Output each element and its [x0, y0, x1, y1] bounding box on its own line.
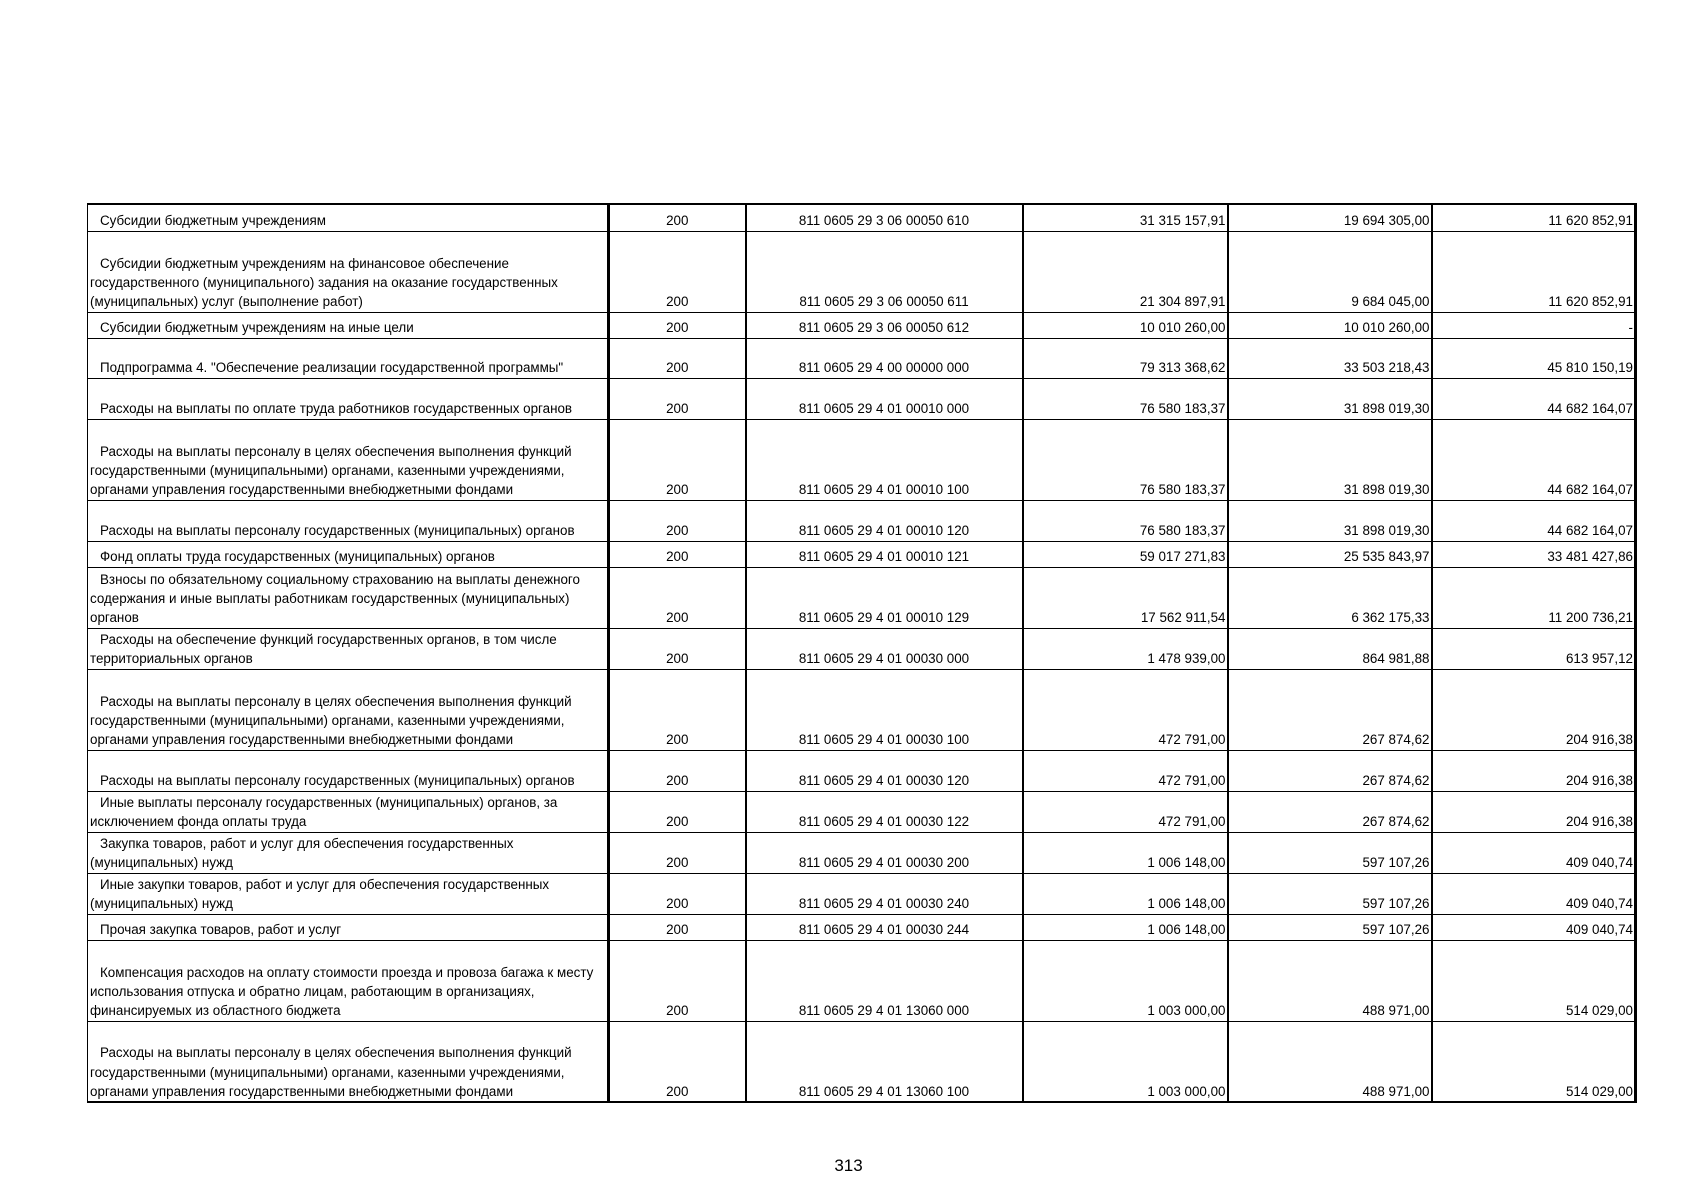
budget-execution-table — [87, 203, 1637, 1103]
cell-budget-classification-code: 811 0605 29 4 01 00030 244 — [746, 914, 1023, 940]
table-row — [88, 628, 1636, 669]
cell-approved-amount: 76 580 183,37 — [1023, 419, 1228, 500]
cell-executed-amount: 33 503 218,43 — [1228, 338, 1432, 378]
cell-budget-classification-code: 811 0605 29 4 01 00030 000 — [746, 628, 1023, 669]
cell-unexecuted-amount: 409 040,74 — [1432, 832, 1636, 873]
cell-budget-classification-code: 811 0605 29 4 01 13060 000 — [746, 940, 1023, 1021]
cell-line-code: 200 — [609, 231, 746, 312]
cell-line-code: 200 — [609, 419, 746, 500]
cell-approved-amount: 1 006 148,00 — [1023, 873, 1228, 914]
cell-name: Компенсация расходов на оплату стоимости проезда и провоза багажа к месту использования отпуска и обратно лицам, работающим в организациях, финансируемых из областного бюджета — [88, 940, 609, 1021]
cell-budget-classification-code: 811 0605 29 3 06 00050 610 — [746, 204, 1023, 231]
cell-name: Расходы на выплаты персоналу государственных (муниципальных) органов — [88, 750, 609, 791]
cell-line-code: 200 — [609, 669, 746, 750]
cell-approved-amount: 1 006 148,00 — [1023, 832, 1228, 873]
cell-approved-amount: 1 006 148,00 — [1023, 914, 1228, 940]
cell-unexecuted-amount: 45 810 150,19 — [1432, 338, 1636, 378]
cell-name: Расходы на выплаты персоналу государственных (муниципальных) органов — [88, 500, 609, 541]
cell-line-code: 200 — [609, 873, 746, 914]
cell-executed-amount: 25 535 843,97 — [1228, 541, 1432, 567]
cell-executed-amount: 597 107,26 — [1228, 832, 1432, 873]
cell-line-code: 200 — [609, 940, 746, 1021]
cell-executed-amount: 19 694 305,00 — [1228, 204, 1432, 231]
cell-budget-classification-code: 811 0605 29 3 06 00050 611 — [746, 231, 1023, 312]
cell-name: Прочая закупка товаров, работ и услуг — [88, 914, 609, 940]
cell-unexecuted-amount: 613 957,12 — [1432, 628, 1636, 669]
cell-line-code: 200 — [609, 832, 746, 873]
cell-approved-amount: 76 580 183,37 — [1023, 378, 1228, 419]
cell-unexecuted-amount: 409 040,74 — [1432, 873, 1636, 914]
cell-unexecuted-amount: 409 040,74 — [1432, 914, 1636, 940]
cell-name: Закупка товаров, работ и услуг для обеспечения государственных (муниципальных) нужд — [88, 832, 609, 873]
table-row — [88, 1021, 1636, 1102]
cell-name: Иные закупки товаров, работ и услуг для обеспечения государственных (муниципальных) нужд — [88, 873, 609, 914]
cell-unexecuted-amount: 204 916,38 — [1432, 791, 1636, 832]
cell-budget-classification-code: 811 0605 29 4 01 00030 100 — [746, 669, 1023, 750]
cell-name: Субсидии бюджетным учреждениям на финансовое обеспечение государственного (муниципального) задания на оказание государственных (муниципальных) услуг (выполнение работ) — [88, 231, 609, 312]
cell-unexecuted-amount: 11 620 852,91 — [1432, 231, 1636, 312]
cell-executed-amount: 488 971,00 — [1228, 1021, 1432, 1102]
cell-unexecuted-amount: 514 029,00 — [1432, 1021, 1636, 1102]
table-row — [88, 750, 1636, 791]
cell-approved-amount: 472 791,00 — [1023, 669, 1228, 750]
cell-name: Взносы по обязательному социальному страхованию на выплаты денежного содержания и иные выплаты работникам государственных (муниципальных) органов — [88, 567, 609, 628]
cell-approved-amount: 76 580 183,37 — [1023, 500, 1228, 541]
cell-budget-classification-code: 811 0605 29 4 01 00010 100 — [746, 419, 1023, 500]
cell-name: Расходы на выплаты персоналу в целях обеспечения выполнения функций государственными (муниципальными) органами, казенными учреждениями, органами управления государственными внебюджетными фондами — [88, 419, 609, 500]
cell-line-code: 200 — [609, 628, 746, 669]
cell-unexecuted-amount: - — [1432, 312, 1636, 338]
cell-name: Расходы на выплаты персоналу в целях обеспечения выполнения функций государственными (муниципальными) органами, казенными учреждениями, органами управления государственными внебюджетными фондами — [88, 1021, 609, 1102]
page-number: 313 — [834, 1156, 863, 1175]
cell-unexecuted-amount: 11 200 736,21 — [1432, 567, 1636, 628]
cell-approved-amount: 31 315 157,91 — [1023, 204, 1228, 231]
cell-approved-amount: 59 017 271,83 — [1023, 541, 1228, 567]
cell-name: Фонд оплаты труда государственных (муниципальных) органов — [88, 541, 609, 567]
cell-unexecuted-amount: 11 620 852,91 — [1432, 204, 1636, 231]
cell-executed-amount: 10 010 260,00 — [1228, 312, 1432, 338]
table-row — [88, 312, 1636, 338]
cell-executed-amount: 6 362 175,33 — [1228, 567, 1432, 628]
cell-budget-classification-code: 811 0605 29 4 01 13060 100 — [746, 1021, 1023, 1102]
table-row — [88, 567, 1636, 628]
table-row — [88, 873, 1636, 914]
cell-executed-amount: 31 898 019,30 — [1228, 419, 1432, 500]
cell-line-code: 200 — [609, 914, 746, 940]
cell-line-code: 200 — [609, 1021, 746, 1102]
cell-approved-amount: 79 313 368,62 — [1023, 338, 1228, 378]
cell-line-code: 200 — [609, 378, 746, 419]
cell-budget-classification-code: 811 0605 29 4 01 00010 120 — [746, 500, 1023, 541]
cell-unexecuted-amount: 514 029,00 — [1432, 940, 1636, 1021]
cell-approved-amount: 1 478 939,00 — [1023, 628, 1228, 669]
cell-budget-classification-code: 811 0605 29 4 01 00010 121 — [746, 541, 1023, 567]
cell-budget-classification-code: 811 0605 29 4 01 00030 120 — [746, 750, 1023, 791]
cell-unexecuted-amount: 204 916,38 — [1432, 669, 1636, 750]
cell-unexecuted-amount: 44 682 164,07 — [1432, 378, 1636, 419]
cell-approved-amount: 21 304 897,91 — [1023, 231, 1228, 312]
cell-budget-classification-code: 811 0605 29 4 01 00030 122 — [746, 791, 1023, 832]
cell-name: Расходы на выплаты по оплате труда работников государственных органов — [88, 378, 609, 419]
cell-approved-amount: 17 562 911,54 — [1023, 567, 1228, 628]
cell-name: Субсидии бюджетным учреждениям на иные цели — [88, 312, 609, 338]
cell-line-code: 200 — [609, 204, 746, 231]
cell-approved-amount: 1 003 000,00 — [1023, 1021, 1228, 1102]
cell-unexecuted-amount: 204 916,38 — [1432, 750, 1636, 791]
cell-executed-amount: 597 107,26 — [1228, 914, 1432, 940]
cell-name: Расходы на выплаты персоналу в целях обеспечения выполнения функций государственными (муниципальными) органами, казенными учреждениями, органами управления государственными внебюджетными фондами — [88, 669, 609, 750]
cell-executed-amount: 31 898 019,30 — [1228, 500, 1432, 541]
cell-approved-amount: 10 010 260,00 — [1023, 312, 1228, 338]
cell-name: Расходы на обеспечение функций государственных органов, в том числе территориальных органов — [88, 628, 609, 669]
cell-budget-classification-code: 811 0605 29 4 01 00010 000 — [746, 378, 1023, 419]
cell-executed-amount: 267 874,62 — [1228, 750, 1432, 791]
cell-name: Иные выплаты персоналу государственных (муниципальных) органов, за исключением фонда оплаты труда — [88, 791, 609, 832]
cell-executed-amount: 864 981,88 — [1228, 628, 1432, 669]
cell-budget-classification-code: 811 0605 29 4 01 00030 200 — [746, 832, 1023, 873]
cell-line-code: 200 — [609, 541, 746, 567]
cell-unexecuted-amount: 33 481 427,86 — [1432, 541, 1636, 567]
table-row — [88, 338, 1636, 378]
table-row — [88, 231, 1636, 312]
cell-line-code: 200 — [609, 500, 746, 541]
cell-approved-amount: 472 791,00 — [1023, 791, 1228, 832]
cell-approved-amount: 472 791,00 — [1023, 750, 1228, 791]
table-row — [88, 378, 1636, 419]
cell-line-code: 200 — [609, 791, 746, 832]
table-row — [88, 541, 1636, 567]
cell-unexecuted-amount: 44 682 164,07 — [1432, 500, 1636, 541]
cell-name: Подпрограмма 4. "Обеспечение реализации государственной программы" — [88, 338, 609, 378]
table-row — [88, 791, 1636, 832]
cell-executed-amount: 31 898 019,30 — [1228, 378, 1432, 419]
table-row — [88, 669, 1636, 750]
cell-executed-amount: 9 684 045,00 — [1228, 231, 1432, 312]
table-row — [88, 914, 1636, 940]
cell-executed-amount: 597 107,26 — [1228, 873, 1432, 914]
cell-budget-classification-code: 811 0605 29 4 00 00000 000 — [746, 338, 1023, 378]
table-row — [88, 419, 1636, 500]
cell-approved-amount: 1 003 000,00 — [1023, 940, 1228, 1021]
cell-executed-amount: 488 971,00 — [1228, 940, 1432, 1021]
table-row — [88, 204, 1636, 231]
table-row — [88, 940, 1636, 1021]
cell-name: Субсидии бюджетным учреждениям — [88, 204, 609, 231]
table-row — [88, 500, 1636, 541]
cell-budget-classification-code: 811 0605 29 4 01 00010 129 — [746, 567, 1023, 628]
cell-executed-amount: 267 874,62 — [1228, 669, 1432, 750]
cell-line-code: 200 — [609, 312, 746, 338]
table-row — [88, 832, 1636, 873]
cell-line-code: 200 — [609, 338, 746, 378]
cell-line-code: 200 — [609, 750, 746, 791]
cell-line-code: 200 — [609, 567, 746, 628]
cell-unexecuted-amount: 44 682 164,07 — [1432, 419, 1636, 500]
table-body — [88, 204, 1636, 1102]
cell-budget-classification-code: 811 0605 29 4 01 00030 240 — [746, 873, 1023, 914]
cell-budget-classification-code: 811 0605 29 3 06 00050 612 — [746, 312, 1023, 338]
cell-executed-amount: 267 874,62 — [1228, 791, 1432, 832]
